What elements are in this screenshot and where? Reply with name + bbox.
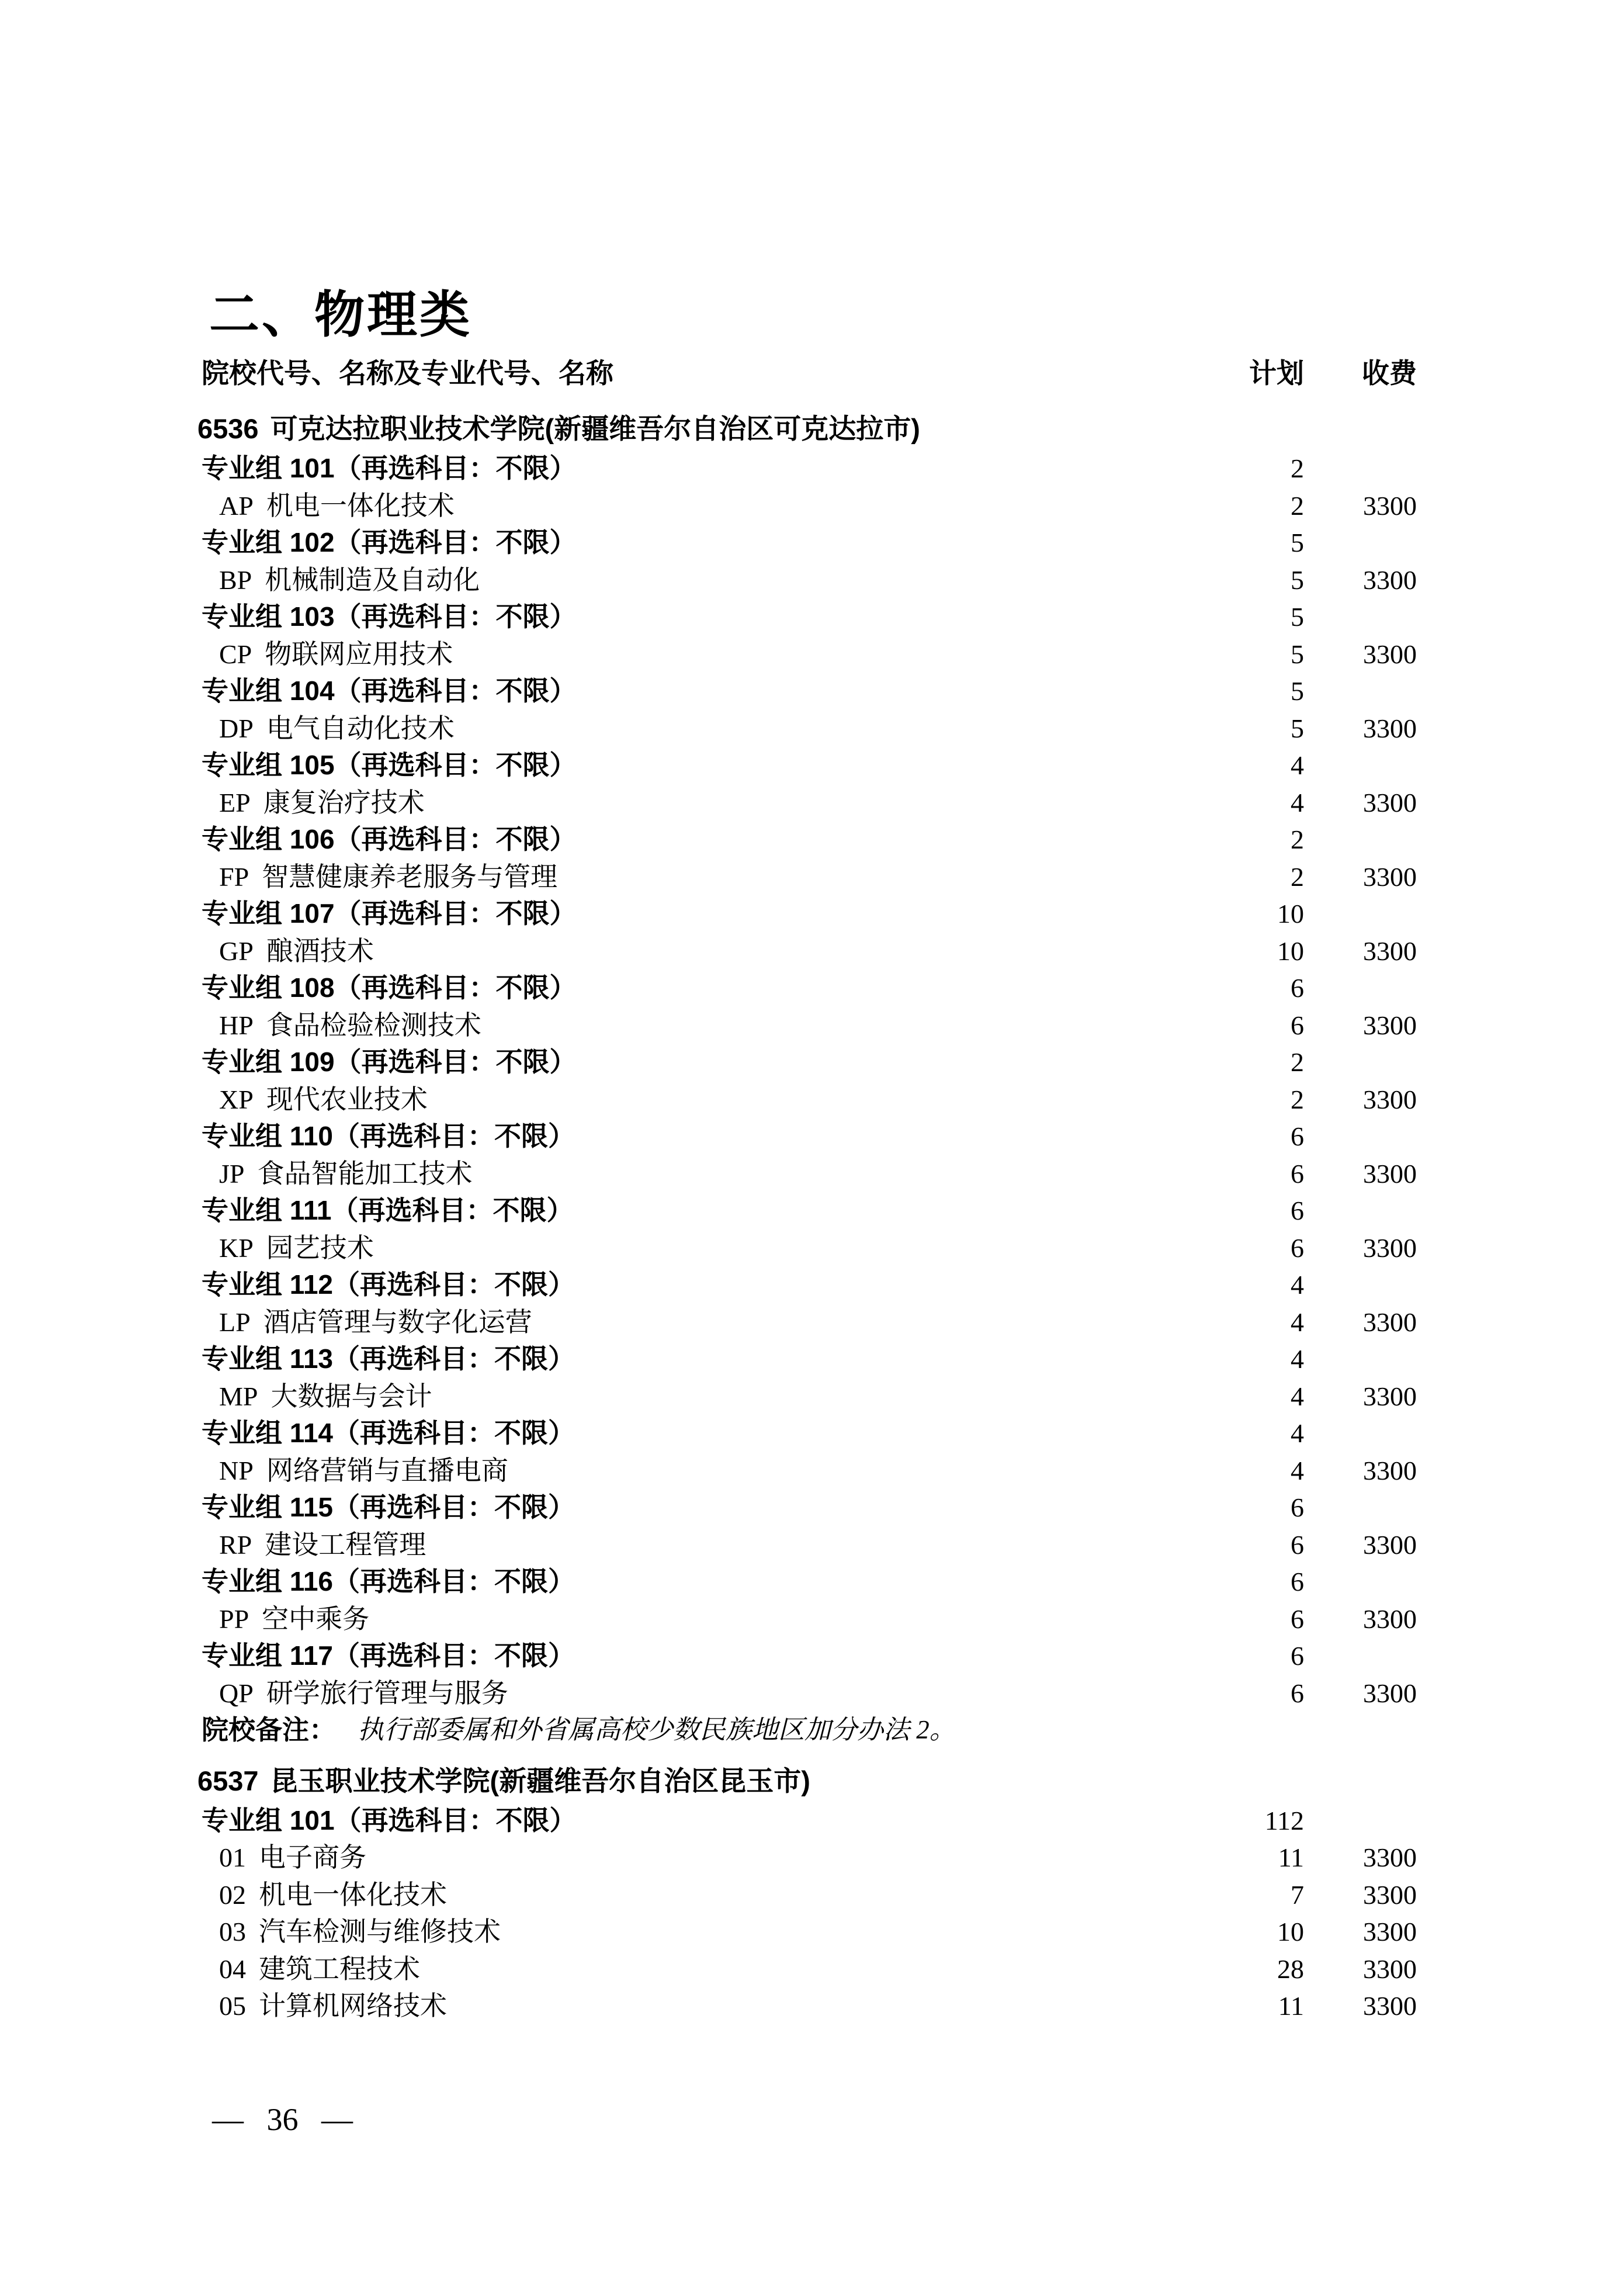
plan-count-cell: 2 (1291, 861, 1304, 892)
plan-count-cell: 4 (1291, 750, 1304, 780)
major-row (0, 710, 1623, 747)
row-label (202, 1563, 575, 1601)
row-label (202, 1192, 573, 1230)
school-name: 可克达拉职业技术学院(新疆维吾尔自治区可克达拉市) (270, 413, 920, 444)
major-name: 计算机网络技术 (259, 1991, 447, 2021)
school-name: 昆玉职业技术学院(新疆维吾尔自治区昆玉市) (270, 1765, 810, 1796)
row-label (219, 1601, 369, 1638)
plan-count-cell: 4 (1291, 1344, 1304, 1374)
fee-cell: 3300 (1363, 565, 1417, 595)
school-note (0, 1712, 1623, 1749)
row-label (202, 821, 577, 858)
major-code: MP (219, 1381, 258, 1411)
row-label (202, 673, 577, 710)
row-label (219, 710, 455, 747)
plan-count-cell: 2 (1291, 490, 1304, 521)
group-label: 专业组 116（再选科目：不限） (202, 1566, 575, 1597)
major-row (0, 1876, 1623, 1914)
major-code: PP (219, 1604, 249, 1634)
major-code: XP (219, 1084, 254, 1114)
row-label (219, 1155, 472, 1193)
fee-cell: 3300 (1363, 1678, 1417, 1708)
group-label: 专业组 105（再选科目：不限） (202, 750, 577, 780)
major-group-row (0, 1341, 1623, 1378)
plan-count-cell: 10 (1277, 899, 1304, 929)
fee-cell: 3300 (1363, 490, 1417, 521)
major-row (0, 1007, 1623, 1044)
major-code: 05 (219, 1991, 246, 2021)
major-code: KP (219, 1232, 254, 1263)
major-row (0, 1230, 1623, 1267)
plan-count-cell: 2 (1291, 453, 1304, 483)
major-group-row (0, 821, 1623, 858)
plan-count-cell: 4 (1291, 1455, 1304, 1485)
major-name: 康复治疗技术 (263, 787, 425, 818)
major-row (0, 1304, 1623, 1341)
major-code: HP (219, 1010, 254, 1040)
group-label: 专业组 101（再选科目：不限） (202, 453, 577, 483)
row-label (202, 1802, 577, 1840)
row-label (219, 933, 374, 970)
major-name: 物联网应用技术 (265, 639, 453, 669)
major-code: 03 (219, 1917, 246, 1947)
column-header-fee: 收费 (1362, 358, 1417, 389)
school-title-line (197, 411, 920, 447)
plan-count-cell: 4 (1291, 1307, 1304, 1337)
major-group-row (0, 1563, 1623, 1601)
row-label (219, 1452, 508, 1490)
row-label (219, 1675, 508, 1712)
plan-count-cell: 6 (1291, 1604, 1304, 1634)
plan-count-cell: 5 (1291, 639, 1304, 669)
page-title: 二、物理类 (209, 287, 472, 343)
school-code: 6537 (197, 1765, 259, 1796)
row-label (202, 969, 577, 1007)
group-label: 专业组 102（再选科目：不限） (202, 527, 577, 557)
major-row (0, 1913, 1623, 1951)
group-label: 专业组 115（再选科目：不限） (202, 1492, 575, 1522)
major-row (0, 1155, 1623, 1193)
major-name: 建设工程管理 (265, 1529, 426, 1560)
group-label: 专业组 117（再选科目：不限） (202, 1640, 575, 1671)
group-label: 专业组 107（再选科目：不限） (202, 898, 577, 929)
group-label: 专业组 101（再选科目：不限） (202, 1805, 577, 1836)
plan-count-cell: 2 (1291, 1047, 1304, 1077)
fee-cell: 3300 (1363, 1879, 1417, 1910)
plan-count-cell: 6 (1291, 1121, 1304, 1151)
group-label: 专业组 110（再选科目：不限） (202, 1121, 575, 1151)
group-label: 专业组 108（再选科目：不限） (202, 972, 577, 1003)
fee-cell: 3300 (1363, 1991, 1417, 2021)
major-group-row (0, 1489, 1623, 1526)
school-header (0, 411, 1623, 450)
group-label: 专业组 114（再选科目：不限） (202, 1418, 575, 1448)
major-row (0, 1839, 1623, 1876)
major-code: CP (219, 639, 252, 669)
plan-count-cell: 10 (1277, 936, 1304, 966)
fee-cell: 3300 (1363, 787, 1417, 818)
row-label (202, 895, 577, 933)
major-row (0, 1081, 1623, 1118)
group-label: 专业组 106（再选科目：不限） (202, 824, 577, 854)
major-code: FP (219, 861, 249, 892)
major-row (0, 1951, 1623, 1988)
major-group-row (0, 1415, 1623, 1452)
row-label (219, 1304, 532, 1341)
major-group-row (0, 1118, 1623, 1155)
fee-cell: 3300 (1363, 1084, 1417, 1114)
plan-count-cell: 6 (1291, 1678, 1304, 1708)
major-row (0, 784, 1623, 822)
plan-count-cell: 2 (1291, 825, 1304, 854)
major-code: BP (219, 565, 252, 595)
row-label (202, 1637, 575, 1675)
fee-cell: 3300 (1363, 1158, 1417, 1189)
major-row (0, 1987, 1623, 2025)
plan-count-cell: 5 (1291, 676, 1304, 706)
row-label (202, 598, 577, 636)
plan-count-cell: 6 (1291, 973, 1304, 1003)
major-name: 电子商务 (259, 1843, 366, 1872)
plan-count-cell: 4 (1291, 1270, 1304, 1300)
school-title-line (197, 1763, 810, 1799)
plan-count-cell: 7 (1291, 1879, 1304, 1910)
fee-cell: 3300 (1363, 861, 1417, 892)
major-group-row (0, 524, 1623, 562)
major-code: GP (219, 936, 254, 966)
major-row (0, 636, 1623, 673)
major-code: LP (219, 1307, 251, 1337)
major-name: 现代农业技术 (266, 1084, 428, 1114)
major-name: 机电一体化技术 (266, 490, 455, 521)
major-group-row (0, 1192, 1623, 1230)
major-group-row (0, 450, 1623, 487)
major-row (0, 933, 1623, 970)
row-label (219, 1839, 366, 1876)
major-name: 汽车检测与维修技术 (259, 1917, 501, 1947)
row-label (219, 1378, 432, 1415)
major-code: 02 (219, 1879, 246, 1910)
plan-count-cell: 6 (1291, 1010, 1304, 1040)
major-code: QP (219, 1678, 254, 1708)
major-row (0, 1675, 1623, 1712)
major-code: AP (219, 490, 254, 521)
plan-count-cell: 6 (1291, 1196, 1304, 1225)
row-label (219, 1007, 481, 1044)
major-code: NP (219, 1455, 254, 1485)
major-code: EP (219, 787, 251, 818)
row-label (219, 1987, 447, 2025)
row-label (219, 1526, 426, 1564)
major-code: DP (219, 713, 254, 743)
plan-count-cell: 10 (1277, 1917, 1304, 1947)
plan-count-cell: 28 (1277, 1954, 1304, 1984)
major-row (0, 487, 1623, 525)
group-label: 专业组 103（再选科目：不限） (202, 601, 577, 632)
row-label (219, 1230, 374, 1267)
major-name: 空中乘务 (262, 1604, 370, 1634)
note-label: 院校备注： (202, 1715, 336, 1745)
row-label (202, 1266, 575, 1304)
plan-count-cell: 11 (1278, 1843, 1304, 1872)
row-label (219, 858, 557, 896)
column-header-plan: 计划 (1249, 358, 1304, 389)
group-label: 专业组 104（再选科目：不限） (202, 676, 577, 706)
major-row (0, 858, 1623, 896)
major-code: 04 (219, 1954, 246, 1984)
major-name: 智慧健康养老服务与管理 (262, 861, 558, 892)
plan-count-cell: 6 (1291, 1641, 1304, 1671)
major-name: 网络营销与直播电商 (266, 1455, 508, 1485)
note-text: 执行部委属和外省属高校少数民族地区加分办法 2。 (358, 1715, 956, 1744)
fee-cell: 3300 (1363, 1529, 1417, 1560)
fee-cell: 3300 (1363, 1381, 1417, 1411)
plan-count-cell: 5 (1291, 565, 1304, 595)
row-label (219, 636, 453, 673)
plan-count-cell: 5 (1291, 602, 1304, 632)
fee-cell: 3300 (1363, 1455, 1417, 1485)
group-label: 专业组 112（再选科目：不限） (202, 1269, 575, 1300)
plan-count-cell: 6 (1291, 1529, 1304, 1560)
major-code: 01 (219, 1843, 246, 1872)
fee-cell: 3300 (1363, 1604, 1417, 1634)
fee-cell: 3300 (1363, 713, 1417, 743)
major-name: 食品智能加工技术 (257, 1158, 473, 1189)
major-group-row (0, 895, 1623, 933)
fee-cell: 3300 (1363, 1954, 1417, 1984)
group-label: 专业组 109（再选科目：不限） (202, 1047, 577, 1077)
plan-count-cell: 6 (1291, 1232, 1304, 1263)
row-label (219, 1951, 420, 1988)
column-header-left: 院校代号、名称及专业代号、名称 (202, 358, 613, 389)
plan-count-cell: 6 (1291, 1158, 1304, 1189)
plan-count-cell: 112 (1264, 1805, 1304, 1836)
major-name: 食品检验检测技术 (266, 1010, 481, 1040)
fee-cell: 3300 (1363, 1010, 1417, 1040)
row-label (202, 1489, 575, 1526)
row-label (219, 1913, 501, 1951)
major-name: 机械制造及自动化 (265, 565, 480, 595)
fee-cell: 3300 (1363, 1917, 1417, 1947)
major-group-row (0, 1637, 1623, 1675)
row-label (202, 1044, 577, 1081)
row-label (202, 1415, 575, 1452)
major-name: 园艺技术 (266, 1232, 374, 1263)
major-name: 酿酒技术 (266, 936, 374, 966)
row-label (219, 562, 480, 599)
plan-count-cell: 2 (1291, 1084, 1304, 1114)
major-group-row (0, 1266, 1623, 1304)
school-code: 6536 (197, 413, 259, 444)
row-label (219, 784, 425, 822)
major-name: 建筑工程技术 (259, 1954, 420, 1984)
group-label: 专业组 113（再选科目：不限） (202, 1343, 575, 1374)
row-label (202, 524, 577, 562)
major-name: 电气自动化技术 (266, 713, 455, 743)
school-header (0, 1763, 1623, 1802)
plan-count-cell: 4 (1291, 787, 1304, 818)
plan-count-cell: 11 (1278, 1991, 1304, 2021)
fee-cell: 3300 (1363, 1843, 1417, 1872)
major-group-row (0, 747, 1623, 784)
plan-count-cell: 4 (1291, 1381, 1304, 1411)
row-label (202, 1118, 575, 1155)
major-group-row (0, 598, 1623, 636)
row-label (219, 487, 455, 525)
row-label (219, 1876, 447, 1914)
major-row (0, 562, 1623, 599)
major-group-row (0, 673, 1623, 710)
major-row (0, 1526, 1623, 1564)
plan-count-cell: 6 (1291, 1492, 1304, 1522)
group-label: 专业组 111（再选科目：不限） (202, 1195, 574, 1225)
major-group-row (0, 969, 1623, 1007)
plan-table-body (0, 411, 1623, 2025)
major-row (0, 1601, 1623, 1638)
fee-cell: 3300 (1363, 639, 1417, 669)
plan-count-cell: 5 (1291, 713, 1304, 743)
major-row (0, 1452, 1623, 1490)
row-label (202, 1341, 575, 1378)
row-label (202, 450, 577, 487)
plan-count-cell: 6 (1291, 1567, 1304, 1597)
major-group-row (0, 1044, 1623, 1081)
plan-count-cell: 4 (1291, 1418, 1304, 1448)
plan-count-cell: 5 (1291, 528, 1304, 557)
fee-cell: 3300 (1363, 1232, 1417, 1263)
major-name: 酒店管理与数字化运营 (263, 1307, 532, 1337)
fee-cell: 3300 (1363, 1307, 1417, 1337)
major-name: 大数据与会计 (270, 1381, 432, 1411)
major-name: 机电一体化技术 (259, 1879, 447, 1910)
major-group-row (0, 1802, 1623, 1840)
row-label (202, 747, 577, 784)
major-row (0, 1378, 1623, 1415)
table-column-header (0, 355, 1623, 392)
major-name: 研学旅行管理与服务 (266, 1678, 508, 1708)
page-number: — 36 — (212, 2102, 353, 2137)
major-code: JP (219, 1158, 245, 1189)
row-label (219, 1081, 428, 1118)
fee-cell: 3300 (1363, 936, 1417, 966)
major-code: RP (219, 1529, 252, 1560)
